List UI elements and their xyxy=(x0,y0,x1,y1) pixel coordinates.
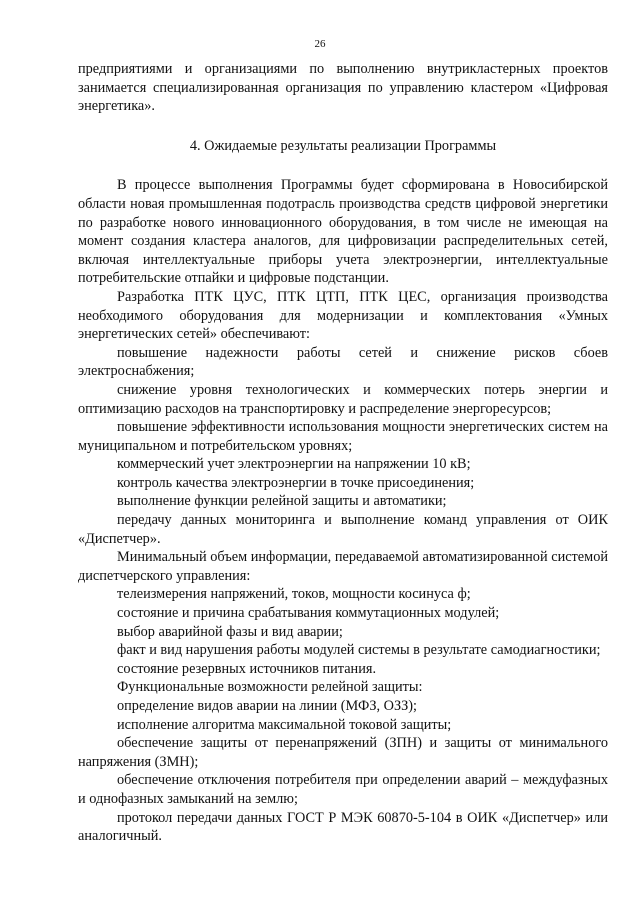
intro-paragraph: предприятиями и организациями по выполнению внутрикластерных проектов занимается специализированная организация по управлению кластером «Цифровая энергетика». xyxy=(78,61,608,115)
list-item: снижение уровня технологических и коммерческих потерь энергии и оптимизацию расходов на транспортировку и распределение энергоресурсов; xyxy=(78,381,608,417)
list-item: протокол передачи данных ГОСТ Р МЭК 60870-5-104 в ОИК «Диспетчер» или аналогичный. xyxy=(78,809,608,845)
list-item: факт и вид нарушения работы модулей системы в результате самодиагностики; xyxy=(117,642,601,659)
list-item: определение видов аварии на линии (МФЗ, ОЗЗ); xyxy=(117,698,418,714)
list-item: исполнение алгоритма максимальной токовой защиты; xyxy=(117,716,452,733)
list-item: выполнение функции релейной защиты и автоматики; xyxy=(117,493,447,510)
list-item: коммерческий учет электроэнергии на напряжении 10 кВ; xyxy=(117,456,471,473)
body-paragraph: Функциональные возможности релейной защиты: xyxy=(117,679,423,696)
body-paragraph: В процессе выполнения Программы будет сформирована в Новосибирской области новая промышленная подотрасль производства средств цифровой энергетики по разработке нового инновационного оборудования, в том числе не имеющая на момент создания кластера аналогов, для цифровизации распределительных сетей, включая интеллектуальные приборы учета электроэнергии, интеллектуальные потребительские отпайки и цифровые подстанции. xyxy=(78,177,608,287)
list-item: обеспечение отключения потребителя при определении аварий – междуфазных и однофазных замыканий на землю; xyxy=(78,772,608,807)
body-paragraph: Разработка ПТК ЦУС, ПТК ЦТП, ПТК ЦЕС, организация производства необходимого оборудования для модернизации и комплектования «Умных энергетических сетей» обеспечивают: xyxy=(78,288,608,343)
section-heading: 4. Ожидаемые результаты реализации Программы xyxy=(189,137,497,154)
list-item: состояние и причина срабатывания коммутационных модулей; xyxy=(117,605,500,622)
page-number: 26 xyxy=(314,38,326,50)
list-item: повышение эффективности использования мощности энергетических систем на муниципальном и потребительском уровнях; xyxy=(78,419,608,454)
list-item: выбор аварийной фазы и вид аварии; xyxy=(117,623,343,640)
list-item: обеспечение защиты от перенапряжений (ЗПН) и защиты от минимального напряжения (ЗМН); xyxy=(78,735,608,770)
list-item: повышение надежности работы сетей и снижение рисков сбоев электроснабжения; xyxy=(78,344,608,380)
body-paragraph: Минимальный объем информации, передаваемой автоматизированной системой диспетчерского управления: xyxy=(78,549,608,584)
list-item: телеизмерения напряжений, токов, мощности косинуса ф; xyxy=(117,586,471,603)
list-item: состояние резервных источников питания. xyxy=(117,660,377,677)
page-content xyxy=(78,60,608,846)
list-item: контроль качества электроэнергии в точке присоединения; xyxy=(117,474,475,491)
list-item: передачу данных мониторинга и выполнение команд управления от ОИК «Диспетчер». xyxy=(78,512,608,547)
